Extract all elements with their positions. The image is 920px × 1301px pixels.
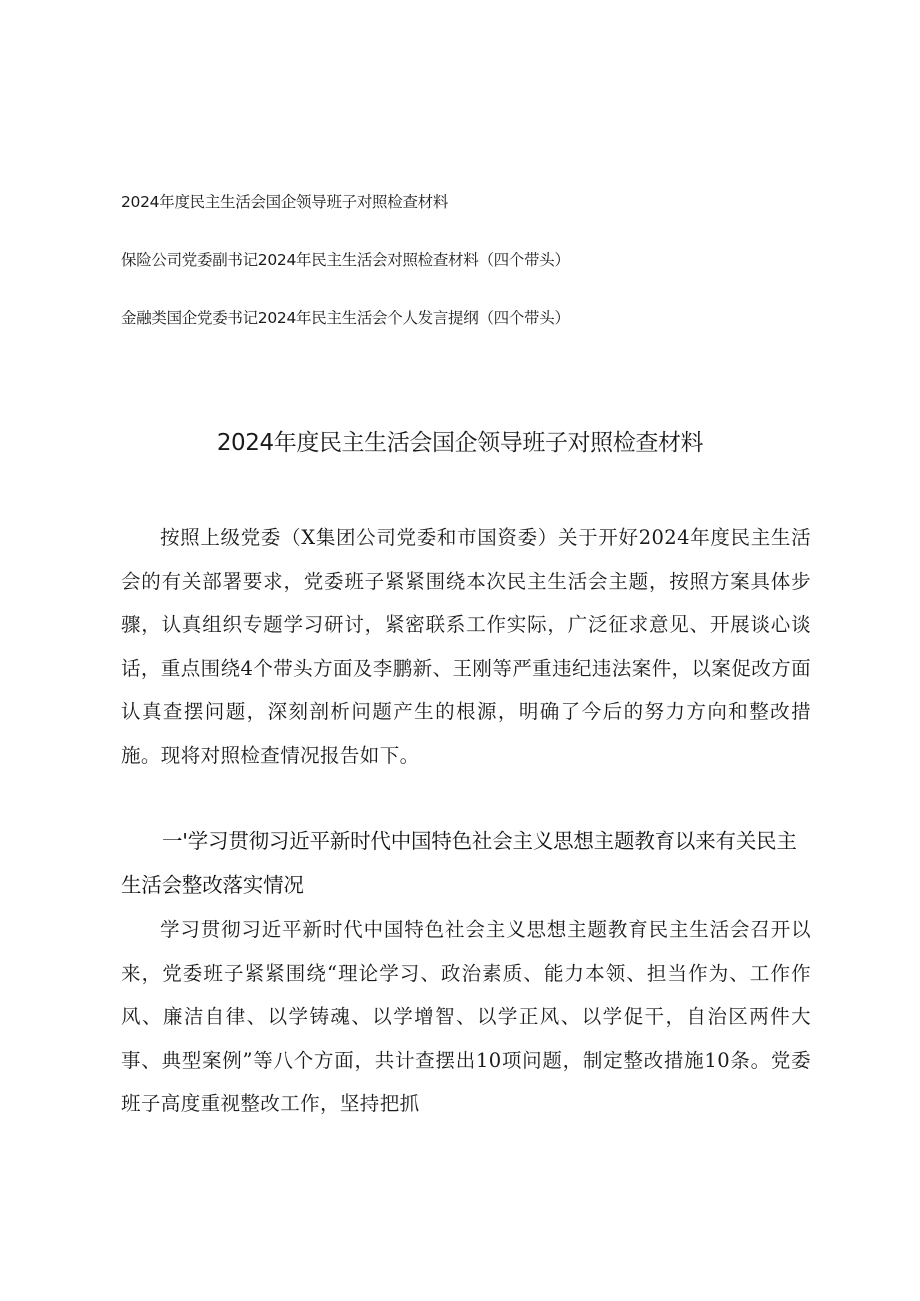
document-title: 2024年度民主生活会国企领导班子对照检查材料: [216, 430, 704, 456]
toc-item: 金融类国企党委书记2024年民主生活会个人发言提纲（四个带头）: [121, 309, 570, 327]
table-of-contents: [121, 190, 570, 364]
toc-item: 2024年度民主生活会国企领导班子对照检查材料: [121, 193, 449, 211]
section-paragraph: 学习贯彻习近平新时代中国特色社会主义思想主题教育民主生活会召开以来，党委班子紧紧围绕“理论学习、政治素质、能力本领、担当作为、工作作风、廉洁自律、以学铸魂、以学增智、以学正风、以学促干，自治区两件大事、典型案例”等八个方面，共计查摆出10项问题，制定整改措施10条。党委班子高度重视整改工作，坚持把抓: [121, 918, 811, 1116]
toc-item: 保险公司党委副书记2024年民主生活会对照检查材料（四个带头）: [121, 251, 570, 269]
intro-paragraph: 按照上级党委（X集团公司党委和市国资委）关于开好2024年度民主生活会的有关部署要求，党委班子紧紧围绕本次民主生活会主题，按照方案具体步骤，认真组织专题学习研讨，紧密联系工作实际，广泛征求意见、开展谈心谈话，重点围绕4个带头方面及李鹏新、王刚等严重违纪违法案件，以案促改方面认真查摆问题，深刻剖析问题产生的根源，明确了今后的努力方向和整改措施。现将对照检查情况报告如下。: [121, 526, 811, 767]
section-heading: 一'学习贯彻习近平新时代中国特色社会主义思想主题教育以来有关民主生活会整改落实情况: [121, 829, 797, 897]
